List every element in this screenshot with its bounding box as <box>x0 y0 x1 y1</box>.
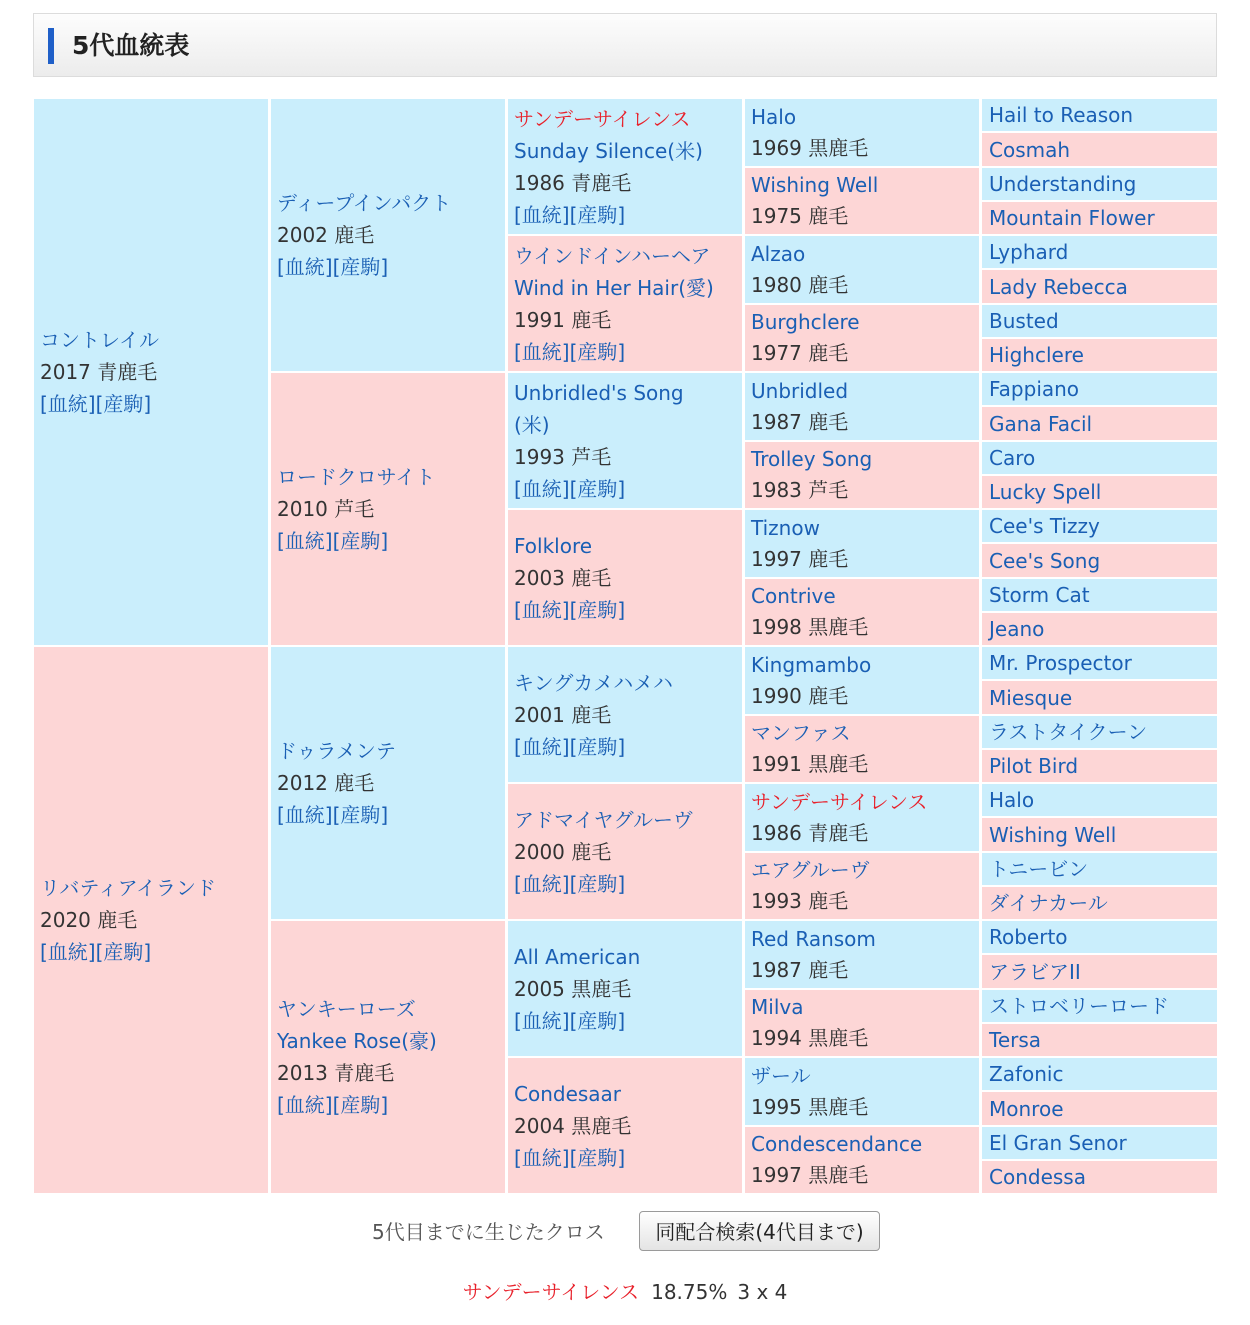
horse-info: 1977 鹿毛 <box>751 341 849 365</box>
pedigree-cell-g3 <box>507 783 744 920</box>
pedigree-offspring-links[interactable]: [血統][産駒] <box>514 1008 626 1033</box>
horse-name-link[interactable]: サンデーサイレンス <box>514 106 691 131</box>
horse-name-alt-link[interactable]: Yankee Rose(豪) <box>277 1029 437 1053</box>
horse-name-link[interactable]: Mountain Flower <box>989 206 1155 230</box>
horse-name-link[interactable]: Jeano <box>989 617 1045 641</box>
horse-name-link[interactable]: Lyphard <box>989 240 1069 264</box>
horse-name-link[interactable]: Monroe <box>989 1096 1064 1121</box>
horse-info: 1997 黒鹿毛 <box>751 1163 869 1187</box>
horse-info: 1983 芦毛 <box>751 478 849 502</box>
horse-info: 1994 黒鹿毛 <box>751 1026 869 1050</box>
horse-info: 1975 鹿毛 <box>751 204 849 228</box>
horse-info: 2020 鹿毛 <box>40 908 138 932</box>
horse-name-link[interactable]: Cosmah <box>989 137 1071 162</box>
horse-name-link[interactable]: Wishing Well <box>989 822 1117 847</box>
horse-name-link[interactable]: Pilot Bird <box>989 754 1079 778</box>
pedigree-cell-g2 <box>270 372 507 646</box>
pedigree-cell-g5 <box>981 98 1219 132</box>
horse-name-link[interactable]: Understanding <box>989 172 1137 196</box>
pedigree-cell-g5 <box>981 852 1219 886</box>
horse-name-link[interactable]: Busted <box>989 309 1059 333</box>
pedigree-cell-g5 <box>981 269 1219 304</box>
pedigree-cell-g4 <box>744 783 981 852</box>
horse-name-link[interactable]: ヤンキーローズ <box>277 997 416 1021</box>
pedigree-cell-g4 <box>744 98 981 167</box>
pedigree-cell-g5 <box>981 612 1219 646</box>
horse-info: 1995 黒鹿毛 <box>751 1094 869 1119</box>
horse-name-link[interactable]: Kingmambo <box>751 652 872 677</box>
horse-name-link[interactable]: ウインドインハーヘア <box>514 243 711 268</box>
horse-name-link[interactable]: Mr. Prospector <box>989 651 1132 675</box>
pedigree-cell-g4 <box>744 1126 981 1194</box>
horse-name-link[interactable]: アラビアII <box>989 959 1081 984</box>
pedigree-cell-g3 <box>507 920 744 1057</box>
horse-info: 1993 芦毛 <box>514 444 612 469</box>
pedigree-cell-g1 <box>33 646 270 1194</box>
pedigree-offspring-links[interactable]: [血統][産駒] <box>514 476 626 501</box>
horse-name-alt-link[interactable]: Wind in Her Hair(愛) <box>514 275 714 300</box>
horse-info: 1991 黒鹿毛 <box>751 752 869 776</box>
horse-name-link[interactable]: Halo <box>751 104 797 129</box>
pedigree-cell-g2 <box>270 920 507 1194</box>
horse-info: 2005 黒鹿毛 <box>514 976 632 1001</box>
pedigree-offspring-links[interactable]: [血統][産駒] <box>277 529 389 553</box>
pedigree-cell-g5 <box>981 372 1219 406</box>
horse-name-link[interactable]: ストロベリーロード <box>989 994 1169 1018</box>
horse-name-link[interactable]: ドゥラメンテ <box>277 739 396 763</box>
pedigree-cell-g5 <box>981 1091 1219 1126</box>
cross-generation: 3 x 4 <box>737 1280 788 1304</box>
horse-name-link[interactable]: アドマイヤグルーヴ <box>514 807 693 832</box>
pedigree-cell-g5 <box>981 475 1219 509</box>
cross-percentage: 18.75% <box>651 1280 728 1304</box>
pedigree-cell-g4 <box>744 167 981 235</box>
horse-name-link[interactable]: Condescendance <box>751 1132 923 1156</box>
pedigree-offspring-links[interactable]: [血統][産駒] <box>514 202 626 227</box>
cross-horse-link[interactable]: サンデーサイレンス <box>462 1280 640 1304</box>
pedigree-cell-g5 <box>981 886 1219 920</box>
horse-info: 2004 黒鹿毛 <box>514 1113 632 1138</box>
horse-info: 2012 鹿毛 <box>277 771 375 795</box>
pedigree-cell-g5 <box>981 920 1219 954</box>
horse-name-link[interactable]: Miesque <box>989 685 1073 710</box>
horse-info: 1991 鹿毛 <box>514 307 612 332</box>
pedigree-cell-g2 <box>270 98 507 372</box>
pedigree-cell-g3 <box>507 235 744 372</box>
horse-name-link[interactable]: ザール <box>751 1063 811 1088</box>
pedigree-offspring-links[interactable]: [血統][産駒] <box>40 940 152 964</box>
horse-name-link[interactable]: Gana Facil <box>989 411 1093 436</box>
pedigree-offspring-links[interactable]: [血統][産駒] <box>277 803 389 827</box>
pedigree-cell-g4 <box>744 372 981 441</box>
pedigree-cell-g5 <box>981 543 1219 578</box>
horse-name-link[interactable]: All American <box>514 944 641 969</box>
pedigree-cell-g1 <box>33 98 270 646</box>
horse-name-link[interactable]: Fappiano <box>989 377 1080 401</box>
horse-name-link[interactable]: El Gran Senor <box>989 1131 1127 1155</box>
horse-info: 1998 黒鹿毛 <box>751 615 869 639</box>
pedigree-cell-g5 <box>981 715 1219 749</box>
pedigree-cell-g5 <box>981 1023 1219 1057</box>
pedigree-cell-g3 <box>507 372 744 509</box>
pedigree-cell-g4 <box>744 989 981 1057</box>
horse-name-link[interactable]: リバティアイランド <box>40 876 216 900</box>
pedigree-cell-g5 <box>981 338 1219 372</box>
cross-label: 5代目までに生じたクロス <box>372 1220 605 1244</box>
pedigree-cell-g5 <box>981 578 1219 612</box>
pedigree-cell-g4 <box>744 578 981 646</box>
horse-name-link[interactable]: Roberto <box>989 925 1068 949</box>
horse-name-link[interactable]: Tersa <box>989 1028 1042 1052</box>
horse-name-link[interactable]: Hail to Reason <box>989 103 1134 127</box>
pedigree-cell-g3 <box>507 98 744 235</box>
horse-name-link[interactable]: Condesaar <box>514 1081 622 1106</box>
horse-name-link[interactable]: Condessa <box>989 1165 1086 1189</box>
same-mating-search-button[interactable]: 同配合検索(4代目まで) <box>639 1211 880 1251</box>
pedigree-cell-g5 <box>981 1057 1219 1091</box>
horse-info: 1986 青鹿毛 <box>751 820 869 845</box>
horse-name-link[interactable]: Tiznow <box>751 515 820 540</box>
pedigree-cell-g3 <box>507 646 744 783</box>
pedigree-cell-g5 <box>981 954 1219 989</box>
horse-info: 1969 黒鹿毛 <box>751 135 869 160</box>
horse-name-link[interactable]: Milva <box>751 995 804 1019</box>
pedigree-cell-g5 <box>981 1160 1219 1194</box>
horse-name-link[interactable]: Folklore <box>514 533 593 558</box>
horse-name-link[interactable]: Cee's Song <box>989 548 1101 573</box>
horse-name-link[interactable]: サンデーサイレンス <box>751 789 928 814</box>
pedigree-cell-g5 <box>981 817 1219 852</box>
pedigree-cell-g5 <box>981 749 1219 783</box>
horse-info: 2003 鹿毛 <box>514 565 612 590</box>
pedigree-cell-g5 <box>981 406 1219 441</box>
horse-name-alt-link[interactable]: Sunday Silence(米) <box>514 138 703 163</box>
pedigree-offspring-links[interactable]: [血統][産駒] <box>514 1145 626 1170</box>
page-title: 5代血統表 <box>72 31 190 60</box>
horse-info: 1997 鹿毛 <box>751 546 849 571</box>
section-header <box>33 13 1217 77</box>
horse-info: 2010 芦毛 <box>277 497 375 521</box>
horse-name-link[interactable]: ロードクロサイト <box>277 465 436 489</box>
pedigree-cell-g4 <box>744 920 981 989</box>
pedigree-cell-g3 <box>507 1057 744 1194</box>
horse-name-link[interactable]: Lady Rebecca <box>989 274 1128 299</box>
horse-info: 1986 青鹿毛 <box>514 170 632 195</box>
horse-info: 2000 鹿毛 <box>514 839 612 864</box>
horse-name-alt-link[interactable]: (米) <box>514 412 550 437</box>
horse-name-link[interactable]: Halo <box>989 788 1035 812</box>
horse-name-link[interactable]: ラストタイクーン <box>989 720 1148 744</box>
pedigree-cell-g5 <box>981 201 1219 235</box>
horse-info: 2013 青鹿毛 <box>277 1061 395 1085</box>
horse-name-link[interactable]: Alzao <box>751 241 806 266</box>
horse-name-link[interactable]: ディープインパクト <box>277 191 452 215</box>
pedigree-cell-g4 <box>744 509 981 578</box>
horse-name-link[interactable]: エアグルーヴ <box>751 858 870 882</box>
horse-info: 2001 鹿毛 <box>514 702 612 727</box>
horse-info: 1987 鹿毛 <box>751 409 849 434</box>
pedigree-cell-g4 <box>744 852 981 920</box>
pedigree-cell-g5 <box>981 132 1219 167</box>
horse-name-link[interactable]: マンファス <box>751 721 851 745</box>
pedigree-offspring-links[interactable]: [血統][産駒] <box>277 1093 389 1117</box>
horse-info: 1980 鹿毛 <box>751 272 849 297</box>
pedigree-cell-g5 <box>981 235 1219 269</box>
pedigree-offspring-links[interactable]: [血統][産駒] <box>514 734 626 759</box>
pedigree-offspring-links[interactable]: [血統][産駒] <box>514 871 626 896</box>
horse-name-link[interactable]: Cee's Tizzy <box>989 514 1100 538</box>
horse-info: 2002 鹿毛 <box>277 223 375 247</box>
pedigree-cell-g5 <box>981 646 1219 680</box>
horse-name-link[interactable]: Caro <box>989 446 1036 470</box>
pedigree-offspring-links[interactable]: [血統][産駒] <box>514 339 626 364</box>
pedigree-cell-g5 <box>981 989 1219 1023</box>
pedigree-table <box>33 98 1219 1194</box>
horse-info: 1990 鹿毛 <box>751 683 849 708</box>
pedigree-cell-g4 <box>744 646 981 715</box>
pedigree-cell-g5 <box>981 509 1219 543</box>
pedigree-cell-g5 <box>981 441 1219 475</box>
horse-name-link[interactable]: Contrive <box>751 584 836 608</box>
pedigree-cell-g4 <box>744 715 981 783</box>
horse-name-link[interactable]: Storm Cat <box>989 583 1090 607</box>
pedigree-cell-g4 <box>744 235 981 304</box>
horse-name-link[interactable]: Lucky Spell <box>989 480 1102 504</box>
horse-name-link[interactable]: Trolley Song <box>751 447 873 471</box>
horse-name-link[interactable]: ダイナカール <box>989 891 1108 915</box>
pedigree-offspring-links[interactable]: [血統][産駒] <box>277 255 389 279</box>
horse-name-link[interactable]: トニービン <box>989 857 1089 881</box>
pedigree-cell-g5 <box>981 167 1219 201</box>
pedigree-offspring-links[interactable]: [血統][産駒] <box>514 597 626 622</box>
horse-name-link[interactable]: Red Ransom <box>751 926 876 951</box>
horse-name-link[interactable]: Zafonic <box>989 1062 1064 1086</box>
pedigree-cell-g4 <box>744 304 981 372</box>
horse-name-link[interactable]: キングカメハメハ <box>514 670 673 695</box>
pedigree-cell-g5 <box>981 304 1219 338</box>
pedigree-offspring-links[interactable]: [血統][産駒] <box>40 392 152 416</box>
horse-name-link[interactable]: コントレイル <box>40 328 159 352</box>
pedigree-cell-g5 <box>981 680 1219 715</box>
horse-info: 1987 鹿毛 <box>751 957 849 982</box>
cross-row <box>0 1211 1250 1253</box>
horse-name-link[interactable]: Unbridled <box>751 378 849 403</box>
horse-name-link[interactable]: Unbridled's Song <box>514 380 684 405</box>
pedigree-cell-g5 <box>981 1126 1219 1160</box>
pedigree-cell-g2 <box>270 646 507 920</box>
horse-name-link[interactable]: Wishing Well <box>751 173 879 197</box>
horse-name-link[interactable]: Highclere <box>989 343 1084 367</box>
pedigree-cell-g4 <box>744 1057 981 1126</box>
pedigree-cell-g4 <box>744 441 981 509</box>
horse-info: 2017 青鹿毛 <box>40 360 158 384</box>
header-accent-bar <box>48 28 54 64</box>
pedigree-cell-g3 <box>507 509 744 646</box>
horse-info: 1993 鹿毛 <box>751 889 849 913</box>
pedigree-cell-g5 <box>981 783 1219 817</box>
horse-name-link[interactable]: Burghclere <box>751 310 860 334</box>
cross-result <box>0 1275 1250 1309</box>
